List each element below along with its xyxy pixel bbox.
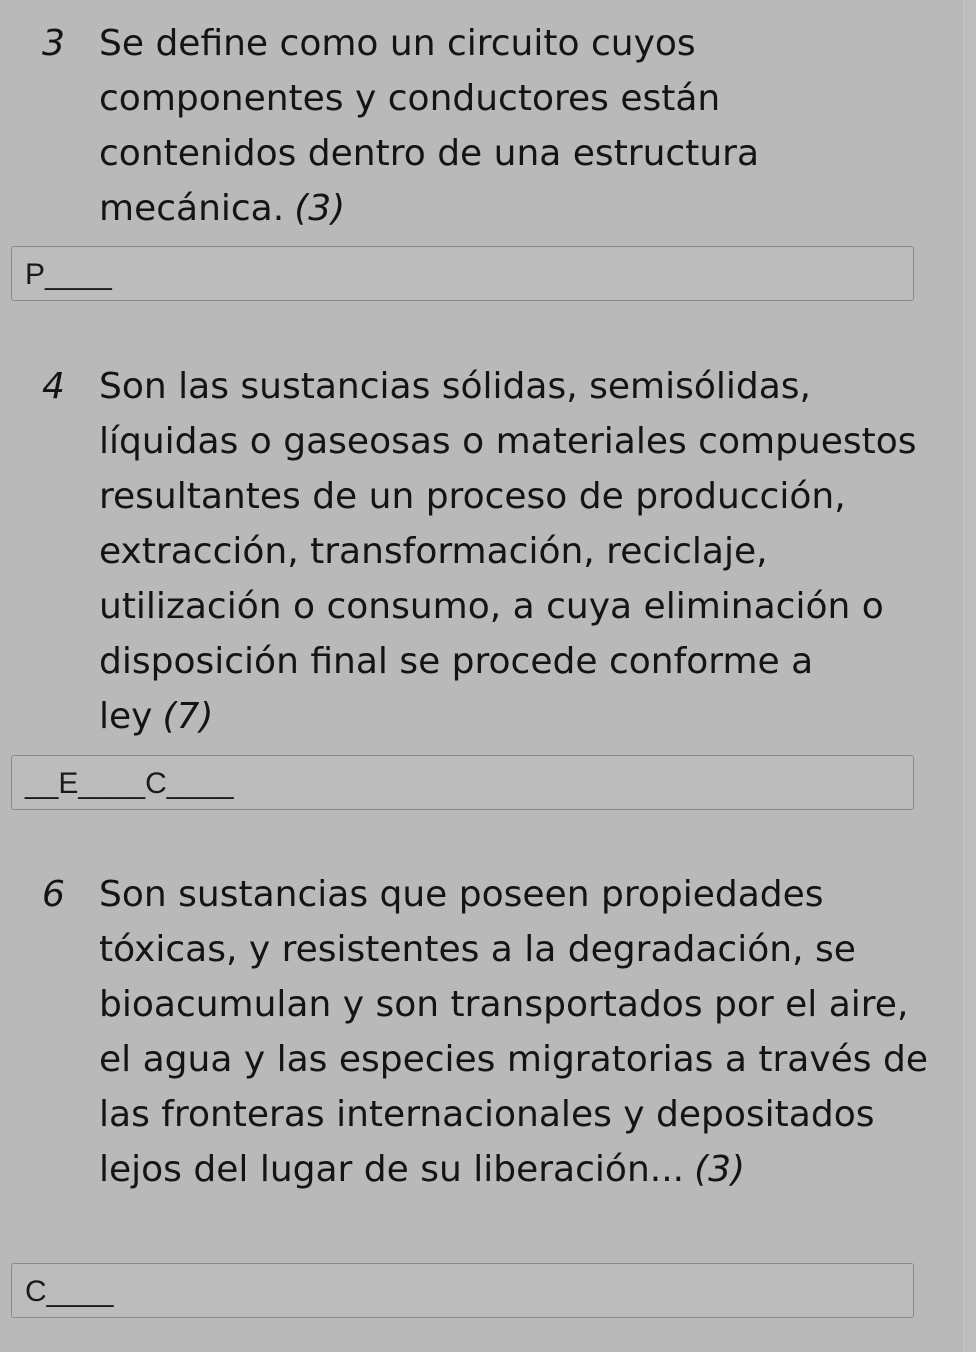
question-prompt: Son sustancias que poseen propiedades tóxicas, y resistentes a la degradación, se bioacumulan y son transportados por el aire, el agua y las especies migratorias a través de las fronteras internacionales y depositados lejos del lugar de su liberación... [99, 874, 929, 1190]
scrollbar-track[interactable] [963, 0, 976, 1352]
answer-field-6[interactable]: C____ [11, 1263, 914, 1318]
question-prompt: Son las sustancias sólidas, semisólidas, líquidas o gaseosas o materiales compuestos resultantes de un proceso de producción, extracción, transformación, reciclaje, utilización o consumo, a cuya eliminación o disposición final se procede conforme a ley [99, 366, 917, 737]
question-4 [0, 359, 930, 744]
question-number: 3 [42, 23, 65, 64]
question-points: (3) [694, 1149, 746, 1190]
question-number: 4 [42, 366, 65, 407]
question-points: (3) [294, 188, 346, 229]
question-number: 6 [42, 874, 65, 915]
answer-field-3[interactable]: P____ [11, 246, 914, 301]
question-points: (7) [162, 696, 214, 737]
question-3 [0, 16, 930, 236]
answer-field-4[interactable]: __E____C____ [11, 755, 914, 810]
question-6 [0, 867, 930, 1252]
question-text [99, 867, 929, 1197]
question-text [99, 359, 929, 744]
question-prompt: Se define como un circuito cuyos componentes y conductores están contenidos dentro de una estructura mecánica. [99, 23, 760, 229]
question-text [99, 16, 929, 236]
